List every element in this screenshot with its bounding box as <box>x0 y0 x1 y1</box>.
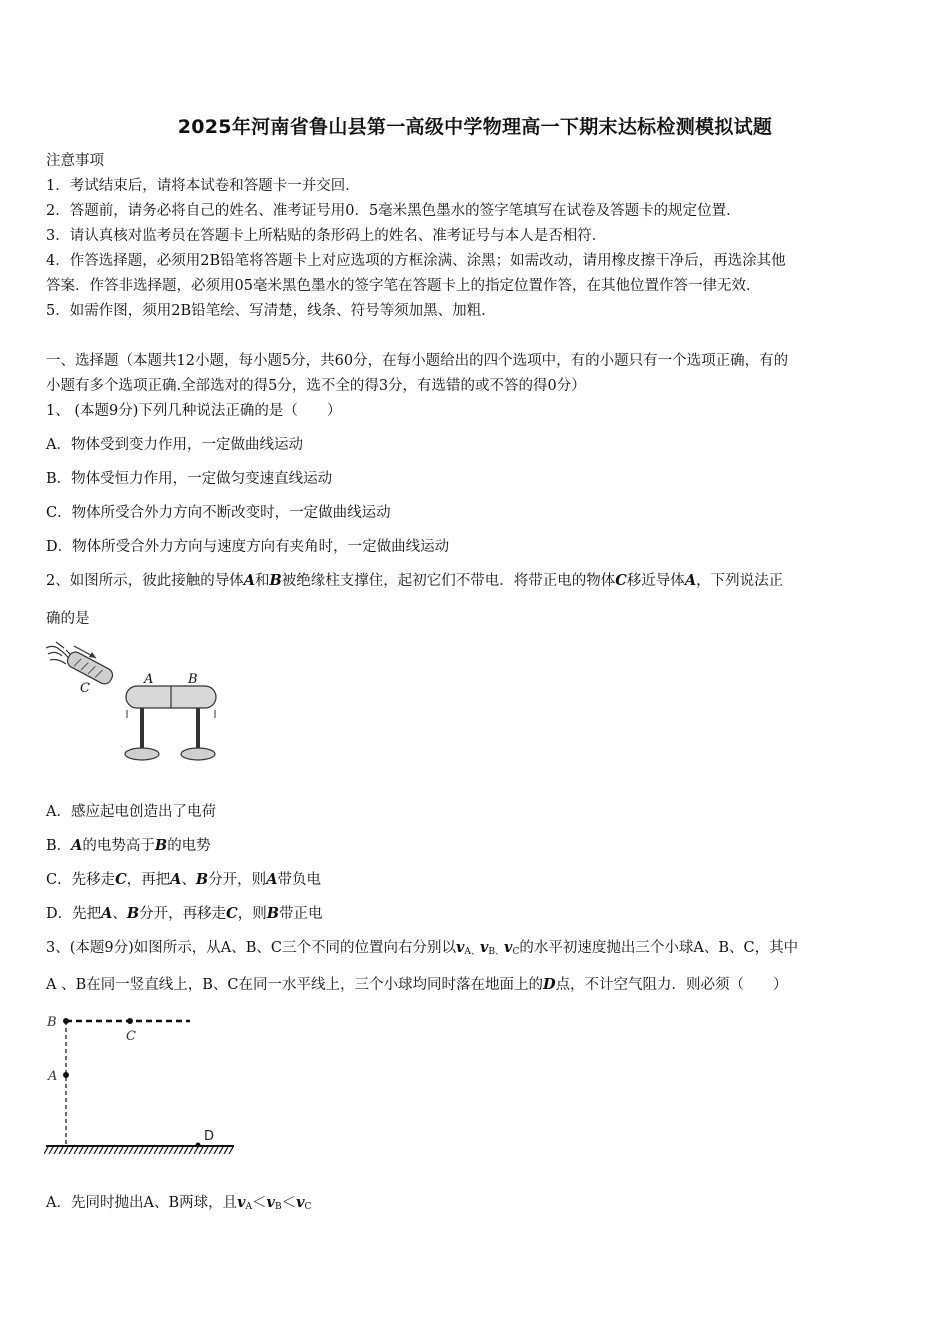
fig-label-b: B <box>188 672 198 687</box>
ground-hatch <box>119 1147 123 1154</box>
q2-option-a: A．感应起电创造出了电荷 <box>46 804 216 820</box>
ground-hatch <box>74 1147 78 1154</box>
q1-option-c: C．物体所受合外力方向不断改变时，一定做曲线运动 <box>46 505 391 521</box>
fig-label-c: C <box>80 681 90 696</box>
ground-hatch <box>59 1147 63 1154</box>
ground-hatch <box>219 1147 223 1154</box>
ground-hatch <box>164 1147 168 1154</box>
ground-hatch <box>64 1147 68 1154</box>
section-instructions: 一、选择题（本题共12小题，每小题5分，共60分，在每小题给出的四个选项中，有的小题只有一个选项正确，有的 <box>46 353 789 369</box>
q3-stem-cont: A 、B在同一竖直线上，B、C在同一水平线上，三个小球均同时落在地面上的D点，不计空气阻力．则必须（ ） <box>46 976 788 993</box>
q2-stem-cont: 确的是 <box>46 611 90 627</box>
q1-option-a: A．物体受到变力作用，一定做曲线运动 <box>46 437 303 453</box>
q1-stem: 1、 (本题9分)下列几种说法正确的是（ ） <box>46 403 342 419</box>
ground-hatch <box>194 1147 198 1154</box>
notice-item: 2．答题前，请务必将自己的姓名、准考证号用0．5毫米黑色墨水的签字笔填写在试卷及答题卡的规定位置． <box>46 203 741 219</box>
ground-hatch <box>189 1147 193 1154</box>
q2-stem: 2、如图所示，彼此接触的导体A和B被绝缘柱支撑住，起初它们不带电．将带正电的物体C移近导体A，下列说法正 <box>46 572 784 589</box>
q2-conductor-figure <box>44 640 224 768</box>
q3-projectile-figure <box>44 1008 240 1160</box>
ground-hatch <box>149 1147 153 1154</box>
ground-hatch <box>169 1147 173 1154</box>
ground-hatch <box>199 1147 203 1154</box>
notice-item: 1．考试结束后，请将本试卷和答题卡一并交回． <box>46 178 360 194</box>
ground-hatch <box>179 1147 183 1154</box>
ground-hatch <box>84 1147 88 1154</box>
ground-hatch <box>154 1147 158 1154</box>
q1-option-b: B．物体受恒力作用，一定做匀变速直线运动 <box>46 471 333 487</box>
fig-label-a: A <box>48 1069 58 1084</box>
q2-option-c: C．先移走C，再把A、B分开，则A带负电 <box>46 871 321 888</box>
ground-hatch <box>209 1147 213 1154</box>
q3-option-a: A．先同时抛出A、B两球，且$v_A<v_B<v_C$ <box>46 1194 312 1212</box>
ground-hatch <box>214 1147 218 1154</box>
page-title: 2025年河南省鲁山县第一高级中学物理高一下期末达标检测模拟试题 <box>177 116 773 138</box>
ground-hatch <box>109 1147 113 1154</box>
ground-hatch <box>114 1147 118 1154</box>
fig-label-a: A <box>144 672 154 687</box>
ground-hatch <box>184 1147 188 1154</box>
notice-item: 答案．作答非选择题，必须用05毫米黑色墨水的签字笔在答题卡上的指定位置作答，在其他位置作答一律无效． <box>46 278 761 294</box>
notice-item: 5．如需作图，须用2B铅笔绘、写清楚，线条、符号等须加黑、加粗． <box>46 303 496 319</box>
q1-option-d: D．物体所受合外力方向与速度方向有夹角时，一定做曲线运动 <box>46 539 450 555</box>
ground-hatch <box>99 1147 103 1154</box>
notice-item: 3．请认真核对监考员在答题卡上所粘贴的条形码上的姓名、准考证号与本人是否相符． <box>46 228 607 244</box>
ground-hatch <box>49 1147 53 1154</box>
notice-item: 4．作答选择题，必须用2B铅笔将答题卡上对应选项的方框涂满、涂黑；如需改动，请用橡皮擦干净后，再选涂其他 <box>46 253 786 269</box>
section-instructions-cont: 小题有多个选项正确.全部选对的得5分，选不全的得3分，有选错的或不答的得0分） <box>46 378 586 394</box>
q3-stem: 3、(本题9分)如图所示，从A、B、C三个不同的位置向右分别以$v_{A、}v_{B、}v_C$的水平初速度抛出三个小球A、B、C，其中 <box>46 939 799 957</box>
q2-option-d: D．先把A、B分开，再移走C，则B带正电 <box>46 905 323 922</box>
fig-label-c: C <box>126 1029 136 1044</box>
ground-hatch <box>174 1147 178 1154</box>
notice-heading: 注意事项 <box>46 153 104 169</box>
ground-hatch <box>89 1147 93 1154</box>
fig-label-d: D <box>204 1129 215 1144</box>
ground-hatch <box>144 1147 148 1154</box>
q2-option-b: B．A的电势高于B的电势 <box>46 837 211 854</box>
ground-hatch <box>229 1147 233 1154</box>
ground-hatch <box>54 1147 58 1154</box>
ground-hatch <box>204 1147 208 1154</box>
ground-hatch <box>224 1147 228 1154</box>
ground-hatch <box>139 1147 143 1154</box>
ground-hatch <box>129 1147 133 1154</box>
ground-hatch <box>79 1147 83 1154</box>
ground-hatch <box>104 1147 108 1154</box>
ground-hatch <box>94 1147 98 1154</box>
ground-hatch <box>44 1147 48 1154</box>
fig-label-b: B <box>47 1015 57 1030</box>
ground-hatch <box>124 1147 128 1154</box>
ground-hatch <box>134 1147 138 1154</box>
ground-hatch <box>159 1147 163 1154</box>
ground-hatch <box>69 1147 73 1154</box>
